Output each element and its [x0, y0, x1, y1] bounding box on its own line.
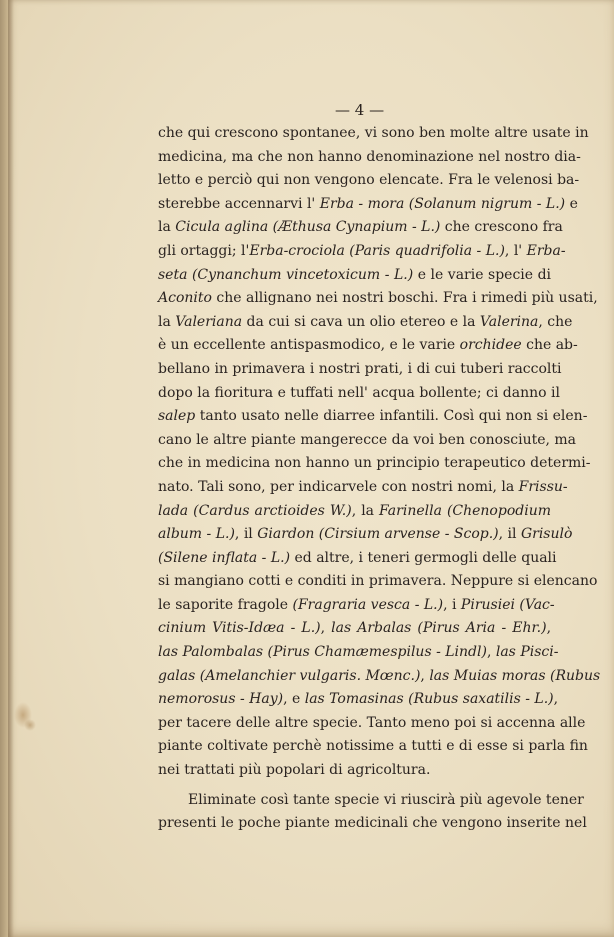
italic-run: las Pisci- [495, 644, 559, 661]
text-line [158, 216, 563, 240]
italic-run: orchidee [459, 337, 522, 354]
italic-run: Pirusiei (Vac- [460, 596, 555, 613]
italic-run: Farinella (Chenopodium [379, 502, 551, 519]
text-run: letto e perciò qui non vengono elencate. Fra le velenosi ba- [158, 172, 580, 189]
text-run: le saporite fragole [158, 596, 293, 613]
text-run: presenti le poche piante medicinali che vengono inserite nel [158, 815, 587, 832]
text-run: la [158, 313, 176, 330]
text-run: , [546, 620, 552, 637]
text-run: e [565, 195, 578, 212]
text-run: che ab- [521, 337, 578, 354]
italic-run: las Muias moras (Rubus [429, 667, 601, 684]
text-run: cano le altre piante mangerecce da voi ben conosciute, ma [158, 431, 577, 448]
text-run: si mangiano cotti e conditi in primavera. Neppure si elencano [158, 573, 598, 590]
text-line [158, 735, 588, 759]
text-line [158, 452, 591, 476]
text-line [158, 476, 568, 500]
italic-run: seta (Cynanchum vincetoxicum - L.) [158, 266, 414, 283]
italic-run: Aconito [158, 290, 212, 307]
text-line [158, 122, 589, 146]
text-line [158, 264, 551, 288]
text-line [158, 547, 557, 571]
italic-run: Giardon (Cirsium arvense - Scop.) [257, 526, 499, 543]
italic-run: las Palombalas (Pirus Chamæmespilus - Lindl) [158, 644, 487, 661]
text-run: sterebbe accennarvi l' [158, 195, 320, 212]
text-run: è un eccellente antispasmodico, e le varie [158, 337, 460, 354]
text-run: e le varie specie di [413, 266, 552, 283]
text-run: , il [234, 526, 258, 543]
text-line [158, 688, 559, 712]
italic-run: salep [158, 408, 196, 425]
text-line [158, 523, 573, 547]
text-line [158, 240, 566, 264]
text-line [158, 500, 551, 524]
italic-run: Erba- [526, 242, 566, 259]
italic-run: Cicula aglina (Æthusa Cynapium - L.) [175, 219, 441, 236]
text-run: gli ortaggi; l' [158, 242, 250, 259]
text-run: , la [351, 502, 380, 519]
page-fold-shadow [8, 0, 14, 937]
text-run: da cui si cava un olio etereo e la [242, 313, 480, 330]
italic-run: lada (Cardus arctioides W.) [158, 502, 352, 519]
text-run: che in medicina non hanno un principio terapeutico determi- [158, 455, 591, 472]
text-line [158, 617, 551, 641]
text-run: Eliminate così tante specie vi riuscirà più agevole tener [188, 791, 584, 808]
paper-stain-small [24, 719, 36, 731]
text-run: , e [283, 691, 305, 708]
italic-run: nemorosus - Hay) [158, 691, 284, 708]
italic-run: las Tomasinas (Rubus saxatilis - L.) [304, 691, 554, 708]
page-edge [0, 0, 8, 937]
text-run: che crescono fra [440, 219, 563, 236]
text-line [158, 311, 573, 335]
text-run: , [553, 691, 559, 708]
text-run: , i [443, 596, 461, 613]
text-run: , che [538, 313, 573, 330]
text-line [158, 712, 586, 736]
text-line [158, 641, 559, 665]
italic-run: Valeriana [175, 313, 243, 330]
text-line [158, 665, 601, 689]
italic-run: Grisulò [520, 526, 573, 543]
text-line [158, 405, 588, 429]
text-run: , il [498, 526, 521, 543]
italic-run: Erba-crociola (Paris quadrifolia - L.) [249, 242, 505, 259]
text-line [158, 382, 560, 406]
body-text [158, 122, 601, 836]
italic-run: las Arbalas (Pirus Aria - Ehr.) [331, 620, 547, 637]
page-number: — 4 — [335, 101, 385, 119]
text-run: piante coltivate perchè notissime a tutti e di esse si parla fin [158, 738, 588, 755]
text-run: , l' [504, 242, 527, 259]
text-line [158, 169, 580, 193]
italic-run: Valerina [479, 313, 539, 330]
italic-run: (Fragraria vesca - L.) [292, 596, 444, 613]
text-line [158, 358, 562, 382]
text-line [158, 570, 598, 594]
text-run: per tacere delle altre specie. Tanto meno poi si accenna alle [158, 714, 586, 731]
text-line [158, 759, 551, 783]
text-run: che allignano nei nostri boschi. Fra i rimedi più usati, [211, 290, 598, 307]
italic-run: galas (Amelanchier vulgaris. Mœnc.) [158, 667, 421, 684]
text-run: , [320, 620, 332, 637]
text-run: nato. Tali sono, per indicarvele con nostri nomi, la [158, 478, 519, 495]
italic-run: Frissu- [518, 478, 568, 495]
text-line [158, 146, 581, 170]
italic-run: Erba - mora (Solanum nigrum - L.) [319, 195, 566, 212]
text-line [158, 789, 584, 813]
text-line [158, 812, 587, 836]
text-run: medicina, ma che non hanno denominazione nel nostro dia- [158, 148, 581, 165]
text-line [158, 429, 577, 453]
italic-run: album - L.) [158, 526, 235, 543]
text-line [158, 287, 598, 311]
italic-run: cinium Vitis-Idæa - L.) [158, 620, 321, 637]
text-run: , [420, 667, 430, 684]
text-run: ed altre, i teneri germogli delle quali [290, 549, 557, 566]
text-run: che qui crescono spontanee, vi sono ben molte altre usate in [158, 125, 589, 141]
text-run: tanto usato nelle diarree infantili. Così qui non si elen- [195, 408, 588, 425]
text-run: , [486, 644, 496, 661]
text-line [158, 334, 578, 358]
text-run: nei trattati più popolari di agricoltura. [158, 762, 431, 779]
text-line [158, 594, 555, 618]
text-run: la [158, 219, 176, 236]
italic-run: (Silene inflata - L.) [158, 549, 291, 566]
text-run: bellano in primavera i nostri prati, i di cui tuberi raccolti [158, 360, 562, 377]
text-run: dopo la fioritura e tuffati nell' acqua bollente; ci danno il [158, 384, 560, 401]
text-line [158, 193, 578, 217]
